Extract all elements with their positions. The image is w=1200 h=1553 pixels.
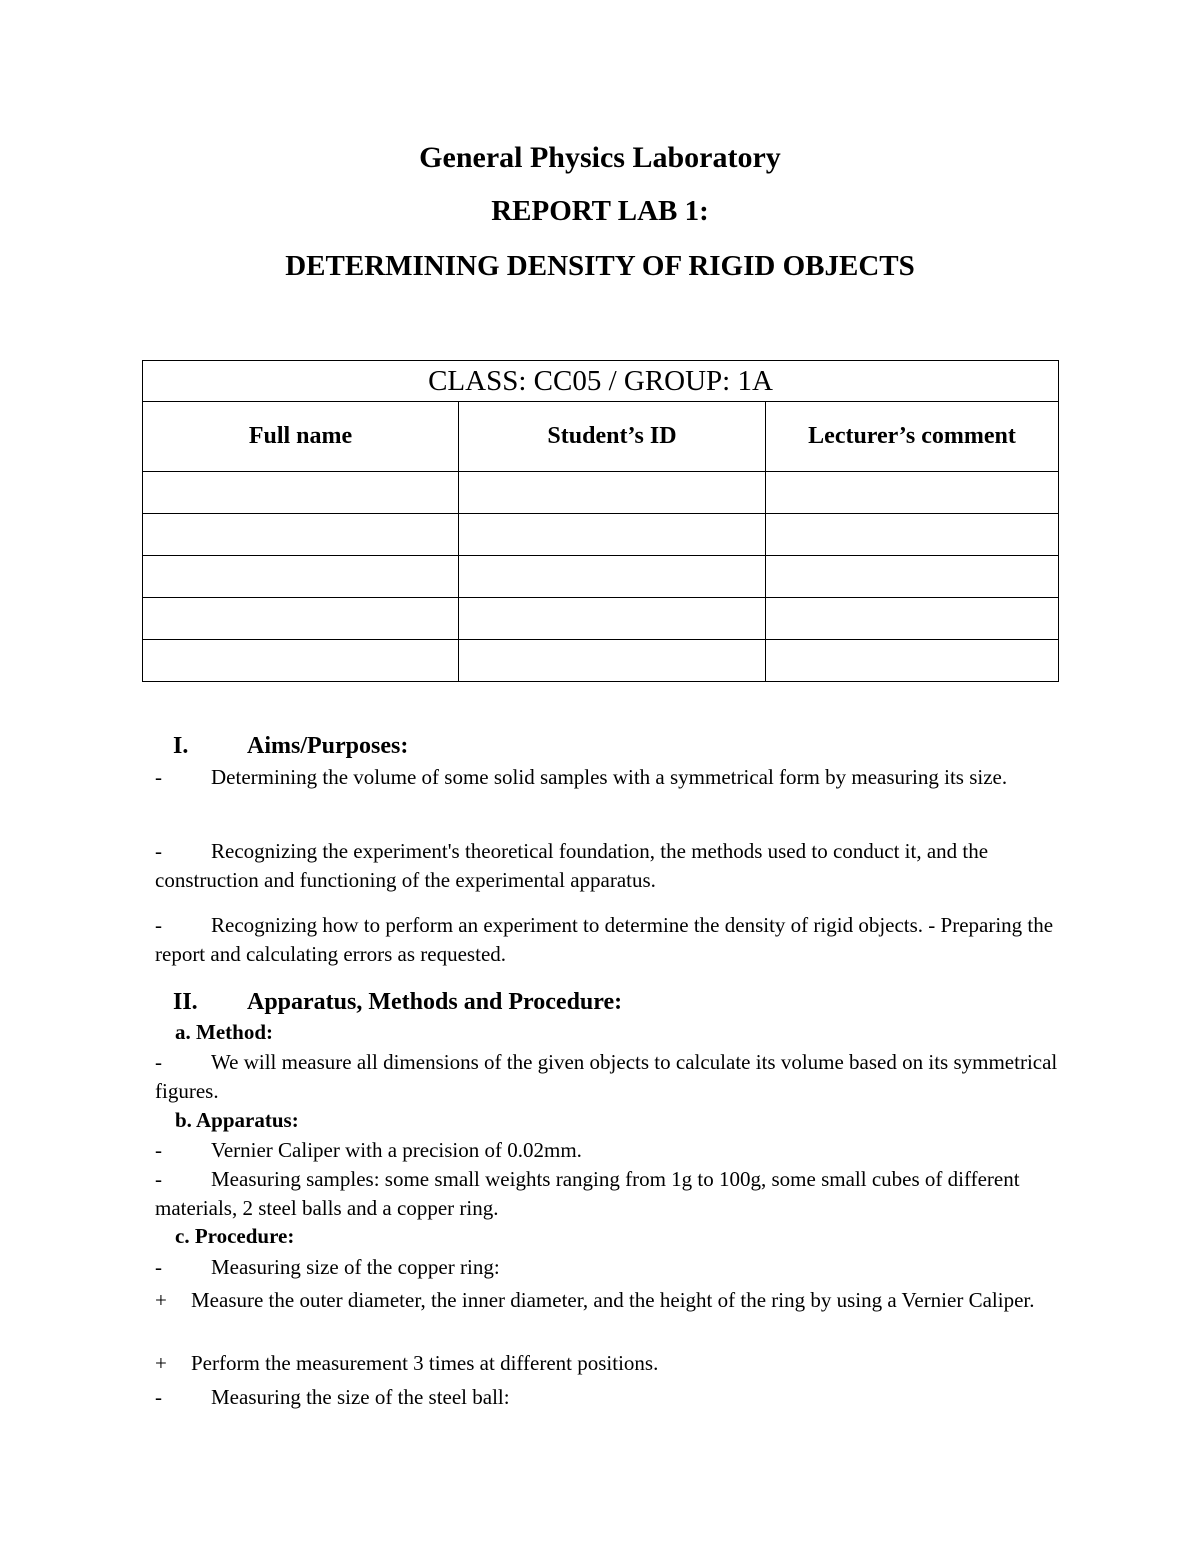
procedure-item-text: Measuring the size of the steel ball: xyxy=(211,1385,510,1409)
table-cell xyxy=(459,598,766,640)
aim-item-2 xyxy=(155,837,1060,895)
procedure-item-2 xyxy=(155,1286,1060,1315)
procedure-item-3 xyxy=(155,1349,1060,1378)
apparatus-item-2 xyxy=(155,1165,1060,1223)
table-cell xyxy=(766,514,1059,556)
method-item-text: We will measure all dimensions of the given objects to calculate its volume based on its symmetrical figures. xyxy=(155,1050,1058,1103)
table-cell xyxy=(143,472,459,514)
full-name-header: Full name xyxy=(143,402,459,472)
apparatus-item-text: Measuring samples: some small weights ranging from 1g to 100g, some small cubes of different materials, 2 steel balls and a copper ring. xyxy=(155,1167,1020,1220)
procedure-item-4 xyxy=(155,1383,1060,1412)
table-cell xyxy=(459,640,766,682)
apparatus-item-text: Vernier Caliper with a precision of 0.02mm. xyxy=(211,1138,582,1162)
procedure-label: c. Procedure: xyxy=(175,1224,295,1248)
table-row xyxy=(143,640,1059,682)
dash-bullet: - xyxy=(155,913,162,937)
procedure-item-text: Perform the measurement 3 times at different positions. xyxy=(191,1351,659,1375)
student-id-header: Student’s ID xyxy=(459,402,766,472)
table-cell xyxy=(143,514,459,556)
report-topic: DETERMINING DENSITY OF RIGID OBJECTS xyxy=(285,250,915,282)
aim-item-1 xyxy=(155,763,1060,792)
procedure-item-text: Measure the outer diameter, the inner diameter, and the height of the ring by using a Vernier Caliper. xyxy=(191,1288,1035,1312)
lab-title: General Physics Laboratory xyxy=(419,141,781,174)
procedure-item-text: Measuring size of the copper ring: xyxy=(211,1255,500,1279)
section2-heading: Apparatus, Methods and Procedure: xyxy=(247,989,623,1015)
table-row xyxy=(143,472,1059,514)
table-cell xyxy=(143,556,459,598)
dash-bullet: - xyxy=(155,1138,162,1162)
section1-numeral: I. xyxy=(173,733,189,759)
dash-bullet: - xyxy=(155,765,162,789)
apparatus-label: b. Apparatus: xyxy=(175,1108,299,1132)
method-item xyxy=(155,1048,1060,1106)
plus-bullet: + xyxy=(155,1288,167,1312)
table-cell xyxy=(459,472,766,514)
group-info-table xyxy=(142,360,1059,682)
aim-item-text: Recognizing the experiment's theoretical foundation, the methods used to conduct it, and the construction and functioning of the experimental apparatus. xyxy=(155,839,989,892)
table-cell xyxy=(766,640,1059,682)
aim-item-3 xyxy=(155,911,1060,969)
table-row xyxy=(143,556,1059,598)
table-cell xyxy=(143,640,459,682)
class-group-cell: CLASS: CC05 / GROUP: 1A xyxy=(143,361,1059,402)
dash-bullet: - xyxy=(155,1050,162,1074)
aim-item-text: Determining the volume of some solid samples with a symmetrical form by measuring its size. xyxy=(211,765,1008,789)
procedure-item-1 xyxy=(155,1253,1060,1282)
section2-numeral: II. xyxy=(173,989,198,1015)
table-cell xyxy=(766,556,1059,598)
section1-heading: Aims/Purposes: xyxy=(247,733,409,759)
method-label: a. Method: xyxy=(175,1020,273,1044)
table-cell xyxy=(766,598,1059,640)
table-row xyxy=(143,514,1059,556)
dash-bullet: - xyxy=(155,839,162,863)
plus-bullet: + xyxy=(155,1351,167,1375)
apparatus-item-1 xyxy=(155,1136,1060,1165)
table-cell xyxy=(459,556,766,598)
dash-bullet: - xyxy=(155,1385,162,1409)
report-number: REPORT LAB 1: xyxy=(491,195,709,227)
lecturer-comment-header: Lecturer’s comment xyxy=(766,402,1059,472)
table-cell xyxy=(143,598,459,640)
table-cell xyxy=(459,514,766,556)
dash-bullet: - xyxy=(155,1167,162,1191)
dash-bullet: - xyxy=(155,1255,162,1279)
aim-item-text: Recognizing how to perform an experiment to determine the density of rigid objects. - Preparing the report and calculating errors as requested. xyxy=(155,913,1054,966)
table-row xyxy=(143,598,1059,640)
table-cell xyxy=(766,472,1059,514)
